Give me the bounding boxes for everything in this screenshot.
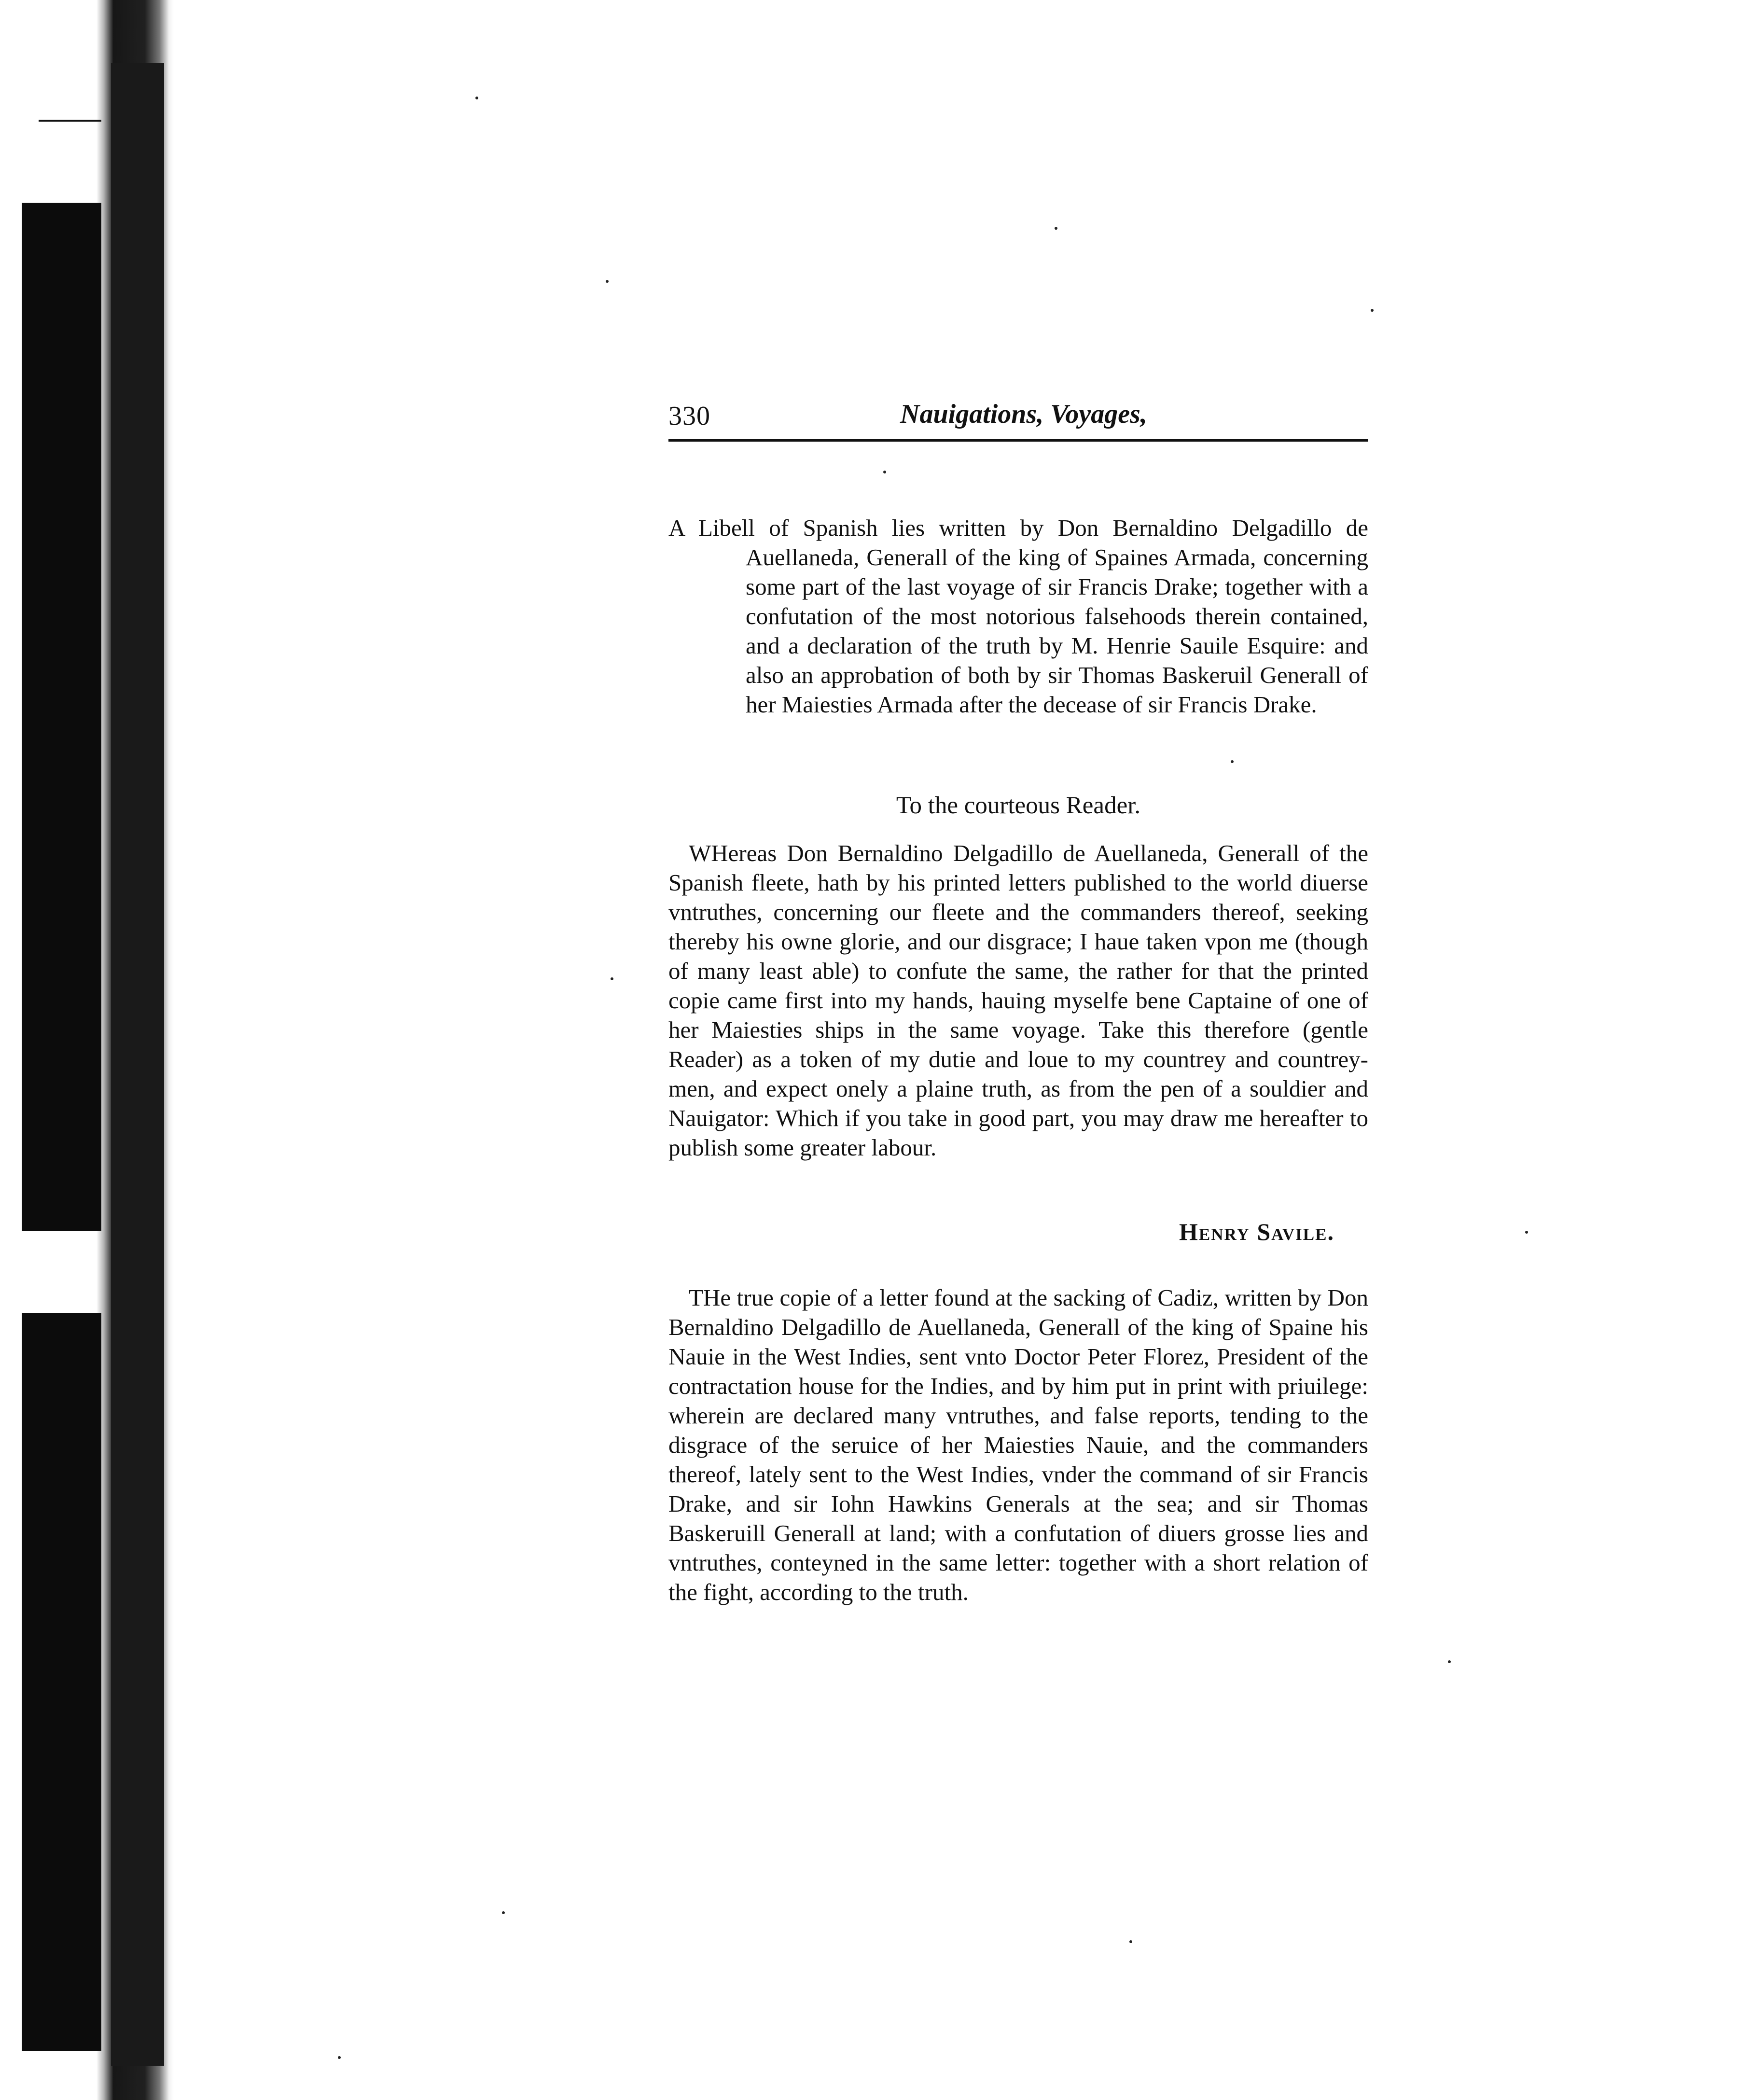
- scan-speck: [502, 1911, 505, 1914]
- scan-speck: [883, 471, 886, 473]
- scan-speck: [1371, 309, 1374, 312]
- signature: Henry Savile.: [1179, 1218, 1334, 1245]
- binding-dark-strip: [111, 63, 164, 2066]
- reader-heading: To the courteous Reader.: [896, 792, 1141, 819]
- scan-speck: [1525, 1231, 1528, 1234]
- binding-dark-band-lower: [22, 1313, 101, 2051]
- scan-speck: [1448, 1660, 1451, 1663]
- title-paragraph: A Libell of Spanish lies written by Don Bernaldino Delgadillo de Auellaneda, Generall of the king of Spaines Armada, concerning some part of the last voyage of sir Francis Drake; together with a confutation of the most notorious falsehoods therein contained, and a declaration of the truth by M. Henrie Sauile Esquire: and also an approbation of both by sir Thomas Baskeruil Generall of her Maiesties Armada after the decease of sir Francis Drake.: [668, 515, 1368, 718]
- scan-speck: [1129, 1940, 1132, 1943]
- scan-speck: [606, 280, 609, 283]
- letter-intro-paragraph: THe true copie of a letter found at the sacking of Cadiz, written by Don Bernaldino Delgadillo de Auellaneda, Generall of the king of Spaine his Nauie in the West Indies, sent vnto Doctor Peter Florez, President of the contractation house for the Indies, and by him put in print with priuilege: wherein are declared many vntruthes, and false reports, tending to the disgrace of the seruice of her Maiesties Nauie, and the commanders thereof, lately sent to the West Indies, vnder the command of sir Francis Drake, and sir Iohn Hawkins Generals at the sea; and sir Thomas Baskeruill Generall at land; with a confutation of diuers grosse lies and vntruthes, conteyned in the same letter: together with a short relation of the fight, according to the truth.: [668, 1284, 1368, 1605]
- header-rule: [668, 439, 1368, 442]
- scan-speck: [611, 977, 613, 980]
- running-title: Nauigations, Voyages,: [900, 399, 1147, 429]
- preface-paragraph: WHereas Don Bernaldino Delgadillo de Auellaneda, Generall of the Spanish fleete, hath by his printed letters published to the world diuerse vntruthes, concerning our fleete and the commanders thereof, seeking thereby his owne glorie, and our disgrace; I haue taken vpon me (though of many least able) to confute the same, the rather for that the printed copie came first into my hands, hauing myselfe bene Captaine of one of her Maiesties ships in the same voyage. Take this therefore (gentle Reader) as a token of my dutie and loue to my countrey and countrey-men, and expect onely a plaine truth, as from the pen of a souldier and Nauigator: Which if you take in good part, you may draw me hereafter to publish some greater labour.: [668, 840, 1368, 1161]
- scan-speck: [338, 2056, 341, 2059]
- scan-speck: [475, 97, 478, 99]
- running-head: [668, 396, 1368, 444]
- binding-dark-band-upper: [22, 203, 101, 1231]
- page-number: 330: [668, 401, 710, 431]
- binding-rule-mark: [39, 120, 101, 122]
- scan-speck: [1231, 760, 1234, 763]
- scan-speck: [1055, 227, 1057, 230]
